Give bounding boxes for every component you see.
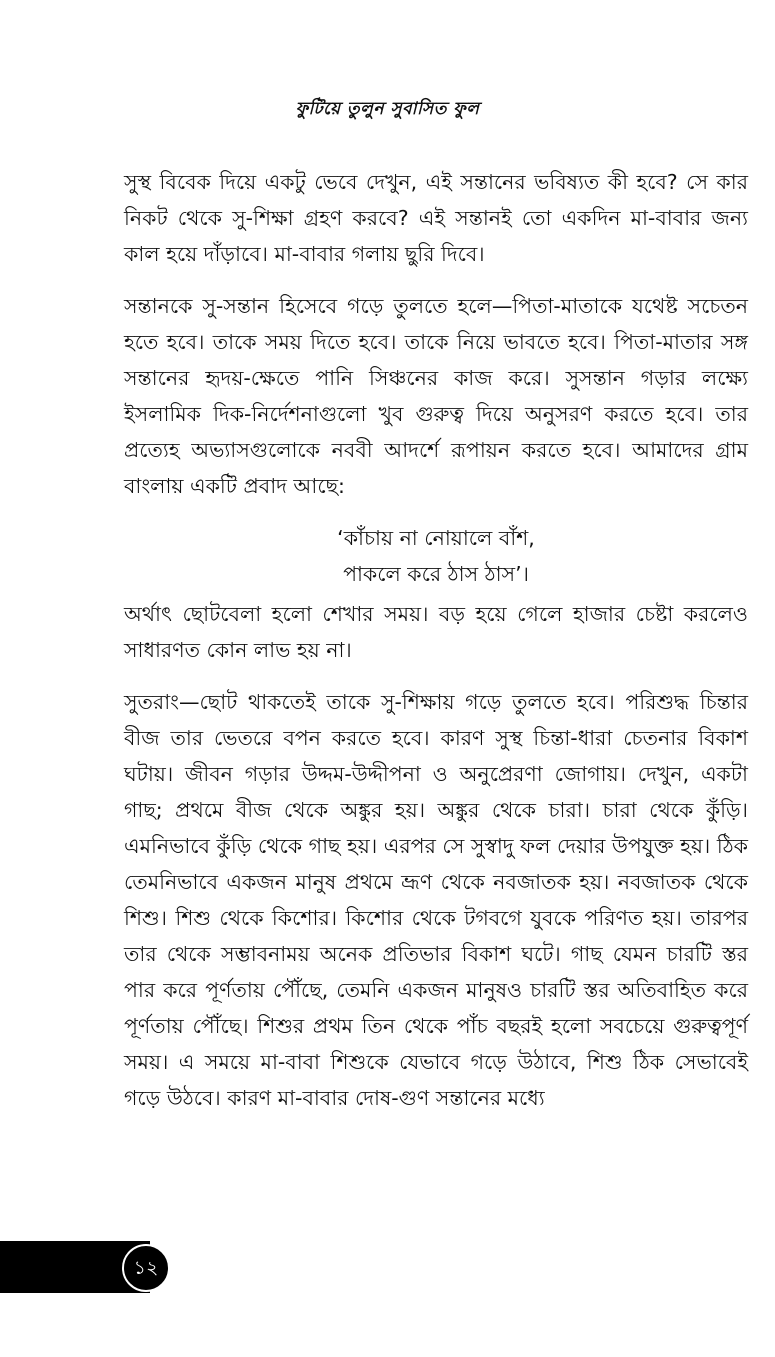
body-text (124, 164, 748, 1132)
page-number: ১২ (122, 1244, 170, 1292)
proverb-verse (124, 520, 748, 592)
running-title: ফুটিয়ে তুলুন সুবাসিত ফুল (295, 99, 480, 119)
verse-line-2: পাকলে করে ঠাস ঠাস’। (343, 562, 529, 586)
paragraph-4: সুতরাং—ছোট থাকতেই তাকে সু-শিক্ষায় গড়ে তুলতে হবে। পরিশুদ্ধ চিন্তার বীজ তার ভেতরে বপন করতে হবে। কারণ সুস্থ চিন্তা-ধারা চেতনার বিকাশ ঘটায়। জীবন গড়ার উদ্দম-উদ্দীপনা ও অনুপ্রেরণা জোগায়। দেখুন, একটা গাছ; প্রথমে বীজ থেকে অঙ্কুর হয়। অঙ্কুর থেকে চারা। চারা থেকে কুঁড়ি। এমনিভাবে কুঁড়ি থেকে গাছ হয়। এরপর সে সুস্বাদু ফল দেয়ার উপযুক্ত হয়। ঠিক তেমনিভাবে একজন মানুষ প্রথমে ভ্রূণ থেকে নবজাতক হয়। নবজাতক থেকে শিশু। শিশু থেকে কিশোর। কিশোর থেকে টগবগে যুবকে পরিণত হয়। তারপর তার থেকে সম্ভাবনাময় অনেক প্রতিভার বিকাশ ঘটে। গাছ যেমন চারটি স্তর পার করে পূর্ণতায় পৌঁছে, তেমনি একজন মানুষও চারটি স্তর অতিবাহিত করে পূর্ণতায় পৌঁছে। শিশুর প্রথম তিন থেকে পাঁচ বছরই হলো সবচেয়ে গুরুত্বপূর্ণ সময়। এ সময়ে মা-বাবা শিশুকে যেভাবে গড়ে উঠাবে, শিশু ঠিক সেভাবেই গড়ে উঠবে। কারণ মা-বাবার দোষ-গুণ সন্তানের মধ্যে (124, 690, 748, 1110)
verse-line-1: ‘কাঁচায় না নোয়ালে বাঁশ, (337, 526, 535, 550)
paragraph-3: অর্থাৎ ছোটবেলা হলো শেখার সময়। বড় হয়ে গেলে হাজার চেষ্টা করলেও সাধারণত কোন লাভ হয় না। (124, 602, 748, 662)
paragraph-1: সুস্থ বিবেক দিয়ে একটু ভেবে দেখুন, এই সন্তানের ভবিষ্যত কী হবে? সে কার নিকট থেকে সু-শিক্ষা গ্রহণ করবে? এই সন্তানই তো একদিন মা-বাবার জন্য কাল হয়ে দাঁড়াবে। মা-বাবার গলায় ছুরি দিবে। (124, 170, 748, 266)
paragraph-2: সন্তানকে সু-সন্তান হিসেবে গড়ে তুলতে হলে—পিতা-মাতাকে যথেষ্ট সচেতন হতে হবে। তাকে সময় দিতে হবে। তাকে নিয়ে ভাবতে হবে। পিতা-মাতার সঙ্গ সন্তানের হৃদয়-ক্ষেতে পানি সিঞ্চনের কাজ করে। সুসন্তান গড়ার লক্ষ্যে ইসলামিক দিক-নির্দেশনাগুলো খুব গুরুত্ব দিয়ে অনুসরণ করতে হবে। তার প্রত্যেহ অভ্যাসগুলোকে নববী আদর্শে রূপায়ন করতে হবে। আমাদের গ্রাম বাংলায় একটি প্রবাদ আছে: (124, 294, 748, 498)
